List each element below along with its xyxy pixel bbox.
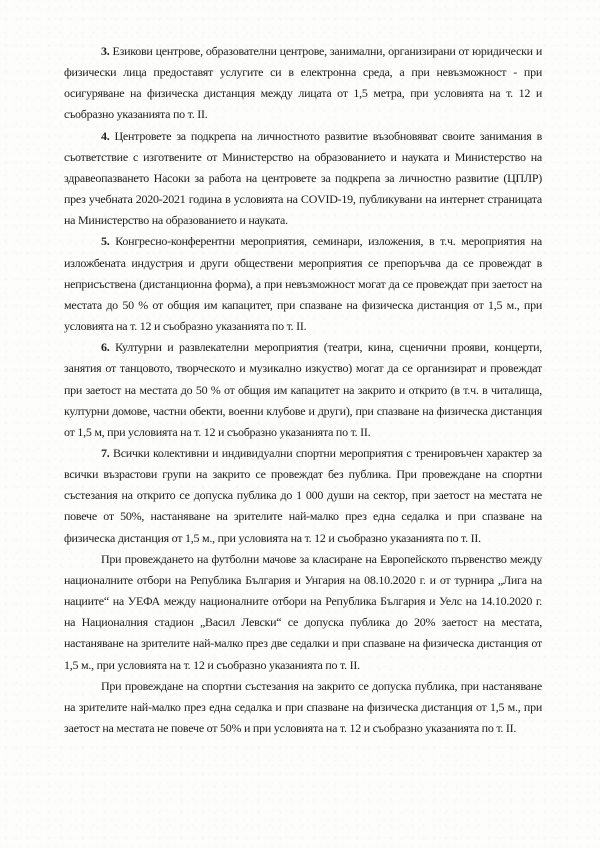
paragraph-text: Културни и развлекателни мероприятия (театри, кина, сценични прояви, концерти, занятия от танцовото, творческото и музикално изкуство) могат да се организират и провеждат при заетост на местата до 50 % от общия им капацитет на закрито и открито (в т.ч. в читалища, културни домове, частни обекти, военни клубове и други), при спазване на физическа дистанция от 1,5 м, при условията на т. 12 и съобразно указанията по т. II. xyxy=(64,340,542,439)
paragraph xyxy=(64,443,542,549)
paragraph xyxy=(64,126,542,232)
paragraph-number: 3. xyxy=(101,44,110,58)
paragraph-text: Центровете за подкрепа на личностното развитие възобновяват своите занимания в съответствие с изготвените от Министерство на образованието и науката и Министерство на здравеопазването Насоки за работа на центровете за подкрепа за личностно развитие (ЦПЛР) през учебната 2020-2021 година в условията на COVID-19, публикувани на интернет страницата на Министерство на образованието и науката. xyxy=(64,128,542,228)
paragraph-text: При провеждане на спортни състезания на закрито се допуска публика, при настаняване на зрителите най-малко през една седалка и при спазване на физическа дистанция от 1,5 м., при заетост на местата не повече от 50% и при условията на т. 12 и съобразно указанията по т. II. xyxy=(64,678,542,735)
paragraph-text: Всички колективни и индивидуални спортни мероприятия с тренировъчен характер за всички възрастови групи на закрито се провеждат без публика. При провеждане на спортни състезания на открито се допуска публика до 1 000 души на сектор, при заетост на местата не повече от 50%, настаняване на зрителите най-малко през една седалка и при спазване на физическа дистанция от 1,5 м., при условията на т. 12 и съобразно указанията по т. II. xyxy=(64,445,543,545)
paragraph-number: 6. xyxy=(101,340,110,355)
document-text-block xyxy=(64,41,542,739)
paragraph-text: При провеждането на футболни мачове за класиране на Европейското първенство между националните отбори на Република България и Унгария на 08.10.2020 г. и от турнира „Лига на нациите“ на УЕФА между националните отбори на Република България и Уелс на 14.10.2020 г. на Националния стадион „Васил Левски“ се допуска публика до 20% заетост на местата, настаняване на зрителите най-малко през две седалки и при спазване на физическа дистанция от 1,5 м., при условията на т. 12 и съобразно указанията по т. II. xyxy=(64,551,542,672)
paragraph-number: 7. xyxy=(101,445,110,460)
paragraph-text: Езикови центрове, образователни центрове, занимални, организирани от юридически и физически лица предоставят услугите си в електронна среда, а при невъзможност - при осигуряване на физическа дистанция между лицата от 1,5 метра, при условията на т. 12 и съобразно указанията по т. II. xyxy=(64,44,543,122)
paragraph xyxy=(64,41,542,126)
paragraph-number: 5. xyxy=(101,234,110,249)
paragraph xyxy=(64,337,542,443)
paragraph-text: Конгресно-конферентни мероприятия, семинари, изложения, в т.ч. мероприятия на изложбената индустрия и други обществени мероприятия се препоръчва да се провеждат в неприсъствена (дистанционна форма), а при невъзможност могат да се провеждат при заетост на местата до 50 % от общия им капацитет, при спазване на физическа дистанция от 1,5 м., при условията на т. 12 и съобразно указанията по т. II. xyxy=(64,234,543,334)
paragraph xyxy=(64,549,542,676)
paragraph xyxy=(64,231,542,337)
paragraph-number: 4. xyxy=(101,128,110,143)
paragraph xyxy=(64,676,542,739)
